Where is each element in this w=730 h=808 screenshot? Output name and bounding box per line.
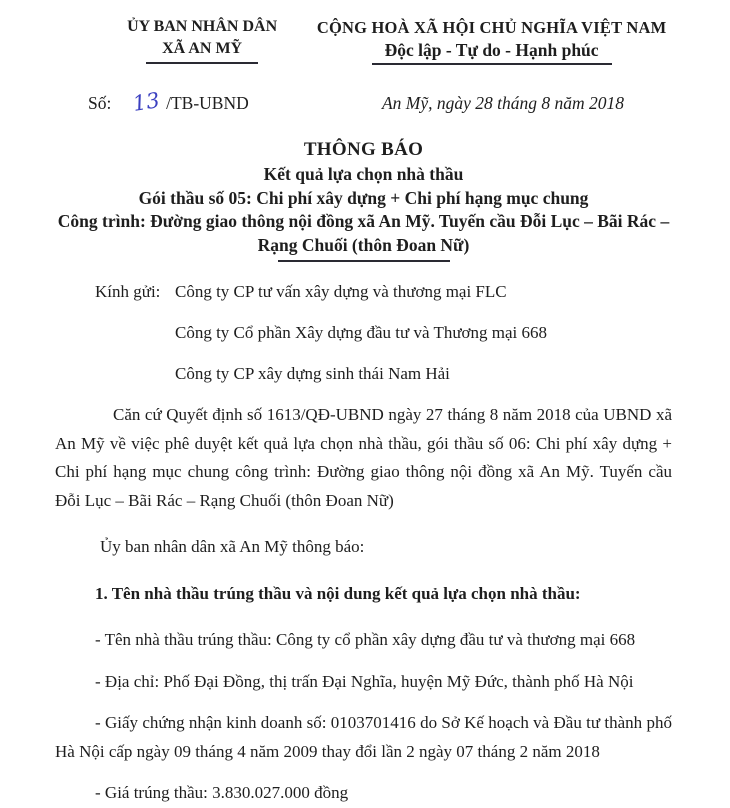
winning-price-item: - Giá trúng thầu: 3.830.027.000 đồng [95, 783, 349, 802]
legal-basis-paragraph: Căn cứ Quyết định số 1613/QĐ-UBND ngày 27 tháng 8 năm 2018 của UBND xã An Mỹ về việc phê duyệt kết quả lựa chọn nhà thầu, gói thầu số 06: Chi phí xây dựng + Chi phí hạng mục chung công trình: Đường giao thông nội đồng xã An Mỹ. Tuyến cầu Đỗi Lục – Bãi Rác – Rạng Chuối (thôn Đoan Nữ) [55, 405, 672, 510]
recipient-row [95, 278, 672, 305]
document-number [88, 89, 249, 117]
document-title: THÔNG BÁO [303, 139, 424, 160]
recipient-company-2: Công ty Cổ phần Xây dựng đầu tư và Thương mại 668 [175, 323, 548, 342]
agency-underline [146, 62, 258, 64]
recipient-spacer [95, 319, 175, 346]
winner-name-item: - Tên nhà thầu trúng thầu: Công ty cổ phần xây dựng đầu tư và thương mại 668 [95, 630, 636, 649]
recipients-block [95, 278, 672, 387]
issuing-agency-block [93, 16, 311, 64]
place-date-line: An Mỹ, ngày 28 tháng 8 năm 2018 [381, 93, 624, 113]
title-block [55, 137, 672, 262]
national-motto: Độc lập - Tự do - Hạnh phúc [384, 40, 599, 60]
recipients-label: Kính gửi: [95, 282, 161, 301]
title-underline [278, 260, 450, 262]
document-number-handwritten: 13 [131, 88, 162, 116]
title-package: Gói thầu số 05: Chi phí xây dựng + Chi phí hạng mục chung [138, 187, 589, 208]
winner-address-item: - Địa chỉ: Phố Đại Đồng, thị trấn Đại Nghĩa, huyện Mỹ Đức, thành phố Hà Nội [95, 671, 634, 691]
national-title: CỘNG HOÀ XÃ HỘI CHỦ NGHĨA VIỆT NAM [316, 18, 667, 37]
document-number-label: Số: [88, 93, 112, 113]
issuing-agency-line2: XÃ AN MỸ [162, 40, 243, 57]
recipient-row [95, 360, 672, 387]
recipient-company-3: Công ty CP xây dựng sinh thái Nam Hải [175, 364, 450, 383]
announcement-line: Ủy ban nhân dân xã An Mỹ thông báo: [100, 537, 365, 556]
issuing-agency-line1: ỦY BAN NHÂN DÂN [127, 18, 278, 35]
recipient-company-1: Công ty CP tư vấn xây dựng và thương mại FLC [175, 282, 507, 301]
business-license-item: - Giấy chứng nhận kinh doanh số: 0103701416 do Sở Kế hoạch và Đầu tư thành phố Hà Nội cấp ngày 09 tháng 4 năm 2009 thay đổi lần 2 ngày 07 tháng 2 năm 2018 [55, 713, 672, 761]
title-subtitle: Kết quả lựa chọn nhà thầu [263, 164, 464, 184]
title-project: Công trình: Đường giao thông nội đồng xã An Mỹ. Tuyến cầu Đỗi Lục – Bãi Rác – Rạng Chuối (thôn Đoan Nữ) [57, 211, 670, 255]
document-number-suffix: /TB-UBND [166, 93, 249, 113]
number-date-row [55, 89, 672, 121]
section-1-heading: 1. Tên nhà thầu trúng thầu và nội dung kết quả lựa chọn nhà thầu: [95, 583, 581, 603]
document-header [55, 16, 672, 65]
recipient-row [95, 319, 672, 346]
motto-underline [372, 63, 612, 65]
recipient-spacer [95, 360, 175, 387]
national-header-block [311, 16, 672, 65]
